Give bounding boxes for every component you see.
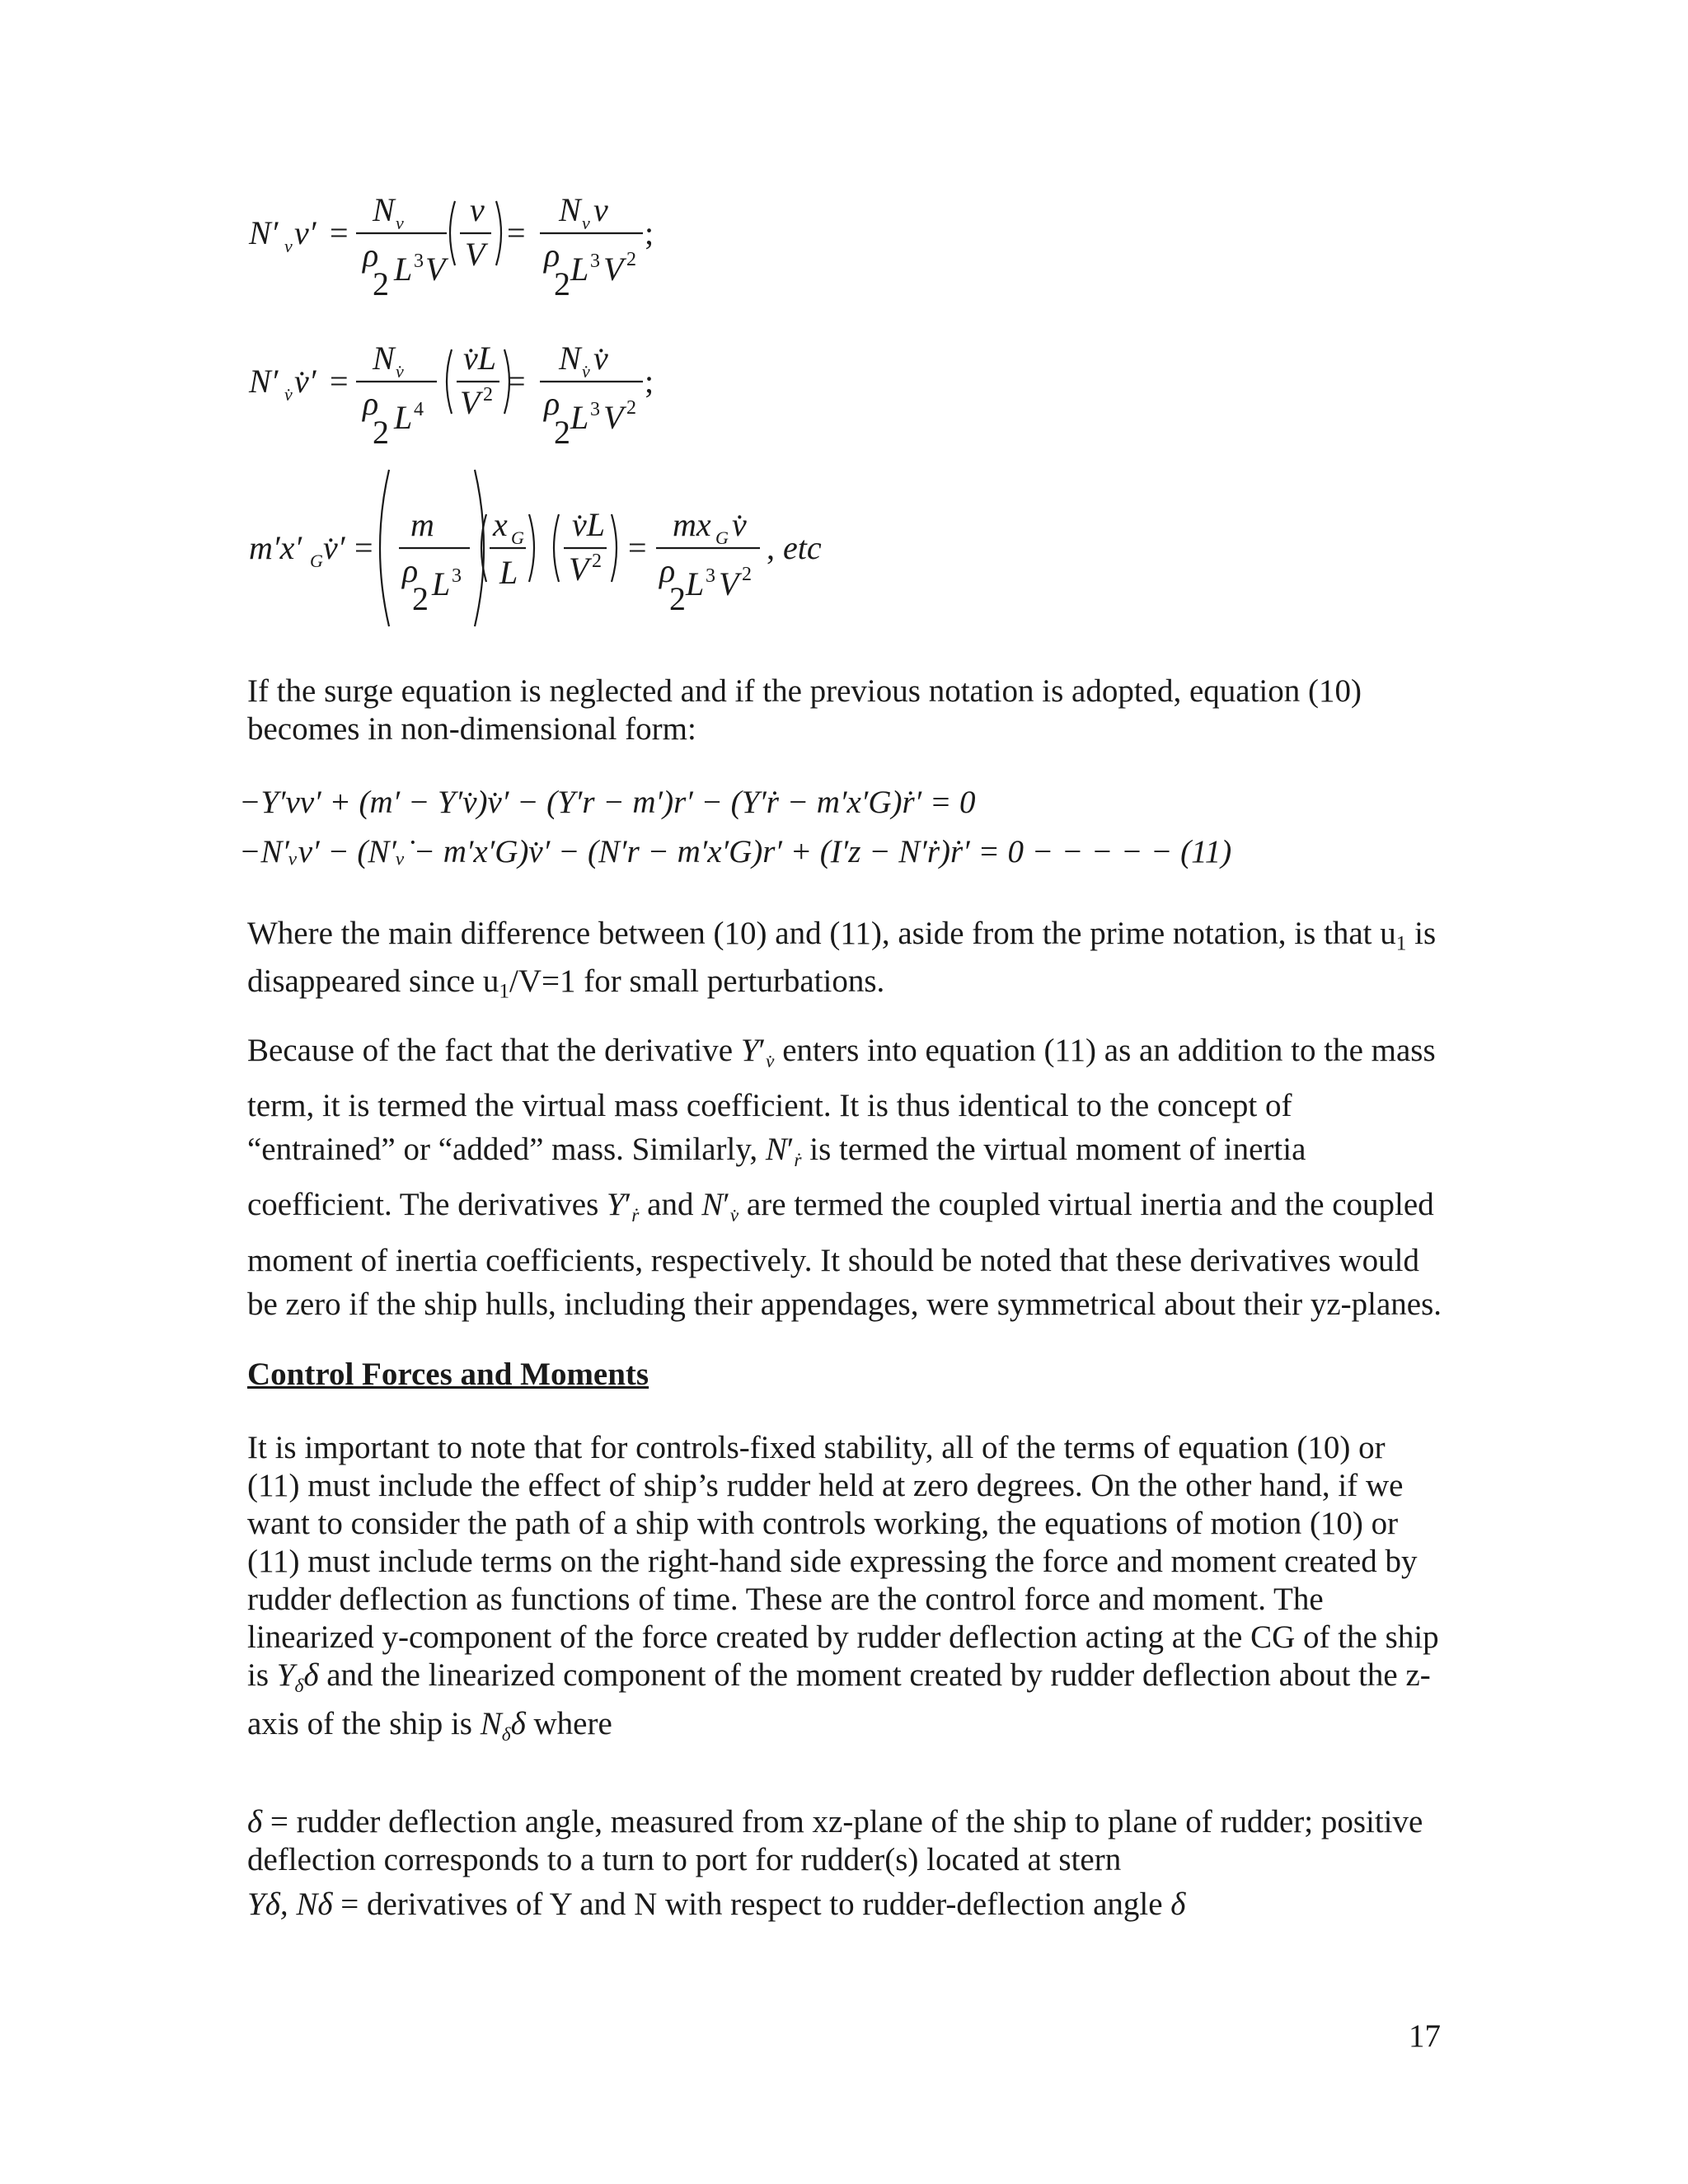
- svg-text:v̇L: v̇L: [463, 340, 496, 377]
- svg-text:v̇: v̇: [284, 384, 293, 405]
- svg-text:L: L: [394, 399, 413, 436]
- svg-text:x: x: [493, 506, 508, 543]
- svg-text:3: 3: [590, 251, 600, 272]
- svg-text:m: m: [410, 506, 434, 543]
- svg-text:m′x′: m′x′: [249, 529, 302, 566]
- svg-text:V: V: [425, 251, 446, 288]
- svg-text:ρ: ρ: [544, 237, 560, 274]
- svg-text:2: 2: [626, 397, 636, 419]
- svg-text:V: V: [465, 236, 485, 273]
- paragraph-virtual-mass: Because of the fact that the derivative $Y'_{v̇}$ enters into equation (11) as an addition to the mass term, it is termed the virtual mass coefficient. It is thus identical to the concept of “entrained” or “added” mass. Similarly, $N'_ṙ$ is termed the virtual moment of inertia coefficient. The derivatives $Y'_ṙ$ and $N'_{v̇}$ are termed the coupled virtual inertia and the coupled moment of inertia coefficients, respectively. It should be noted that these derivatives would be zero if the ship hulls, including their appendages, were symmetrical about their yz-planes.: [247, 1033, 1442, 1322]
- svg-text:v: v: [593, 191, 608, 228]
- symbol-N-delta-delta: $N_\delta\delta$: [480, 1706, 526, 1746]
- svg-text:4: 4: [414, 399, 424, 420]
- svg-text:N′: N′: [249, 214, 279, 251]
- svg-text:2: 2: [554, 414, 570, 451]
- svg-text:=: =: [507, 363, 526, 400]
- equation-11: [239, 778, 1231, 877]
- symbol-N-prime-vdot: $N'_{v̇}$: [701, 1187, 739, 1227]
- svg-text:L: L: [570, 251, 589, 288]
- svg-text:L: L: [394, 251, 413, 288]
- svg-text:v: v: [470, 191, 485, 228]
- svg-text:v′: v′: [294, 214, 316, 251]
- svg-text:mx: mx: [673, 506, 711, 543]
- svg-text:N: N: [559, 191, 581, 228]
- paragraph-control-forces: It is important to note that for controls-fixed stability, all of the terms of equation (10) or (11) must include the effect of ship’s rudder held at zero degrees. On the other hand, if we want to consider the path of a ship with controls working, the equations of motion (10) or (11) must include terms on the right-hand side expressing the force and moment created by rudder deflection as functions of time. These are the control force and moment. The linearized y-component of the force created by rudder deflection acting at the CG of the ship is $Y_\delta\delta$ and the linearized component of the moment created by rudder deflection about the z-axis of the ship is $N_\delta\delta$ where: [247, 1430, 1439, 1746]
- svg-text:2: 2: [592, 551, 602, 572]
- svg-text:N: N: [373, 340, 395, 377]
- equation-block-nondimensional: [231, 190, 890, 651]
- svg-text:v̇′: v̇′: [294, 363, 316, 400]
- section-heading-control-forces: Control Forces and Moments: [247, 1357, 649, 1392]
- svg-text:N′: N′: [249, 363, 279, 400]
- svg-text:2: 2: [373, 414, 389, 451]
- svg-text:2: 2: [412, 580, 429, 617]
- svg-text:N: N: [559, 340, 581, 377]
- svg-text:v̇L: v̇L: [572, 506, 605, 543]
- definition-delta: δ = rudder deflection angle, measured from xz-plane of the ship to plane of rudder; positive deflection corresponds to a turn to port for rudder(s) located at stern: [247, 1804, 1423, 1877]
- svg-text:;: ;: [645, 214, 654, 251]
- svg-text:v̇: v̇: [593, 340, 608, 377]
- equation-11-line-1: −Y′vv′ + (m′ − Y′v̇)v̇′ − (Y′r − m′)r′ − (Y′ṙ − m′x′G)ṙ′ = 0: [239, 785, 976, 820]
- svg-text:etc: etc: [783, 529, 822, 566]
- page-number: 17: [1409, 2018, 1441, 2054]
- paragraph-main-difference: Where the main difference between (10) and (11), aside from the prime notation, is that $u_1$ is disappeared since $u_1/V=1$ for small perturbations.: [247, 916, 1437, 1003]
- svg-text:v̇′: v̇′: [323, 529, 345, 566]
- svg-text:=: =: [507, 214, 526, 251]
- svg-text:=: =: [354, 529, 373, 566]
- svg-text:ρ: ρ: [363, 385, 379, 422]
- svg-text:L: L: [570, 399, 589, 436]
- svg-text:2: 2: [554, 265, 570, 302]
- svg-text:L: L: [432, 565, 451, 602]
- svg-text:=: =: [330, 363, 349, 400]
- svg-text:3: 3: [414, 251, 424, 272]
- svg-text:ρ: ρ: [402, 552, 419, 589]
- svg-text:=: =: [628, 529, 647, 566]
- svg-text:v̇: v̇: [582, 361, 590, 382]
- equation-11-line-2: −N′ᵥv′ − (N′ᵥ̇ − m′x′G)v̇′ − (N′r − m′x′G)r′ + (I′z − N′ṙ)ṙ′ = 0 − − − − − (11): [239, 834, 1232, 869]
- svg-text:v̇: v̇: [732, 506, 747, 543]
- svg-text:v: v: [396, 213, 404, 233]
- svg-text:V: V: [603, 399, 624, 436]
- svg-text:2: 2: [626, 249, 636, 270]
- symbol-Y-prime-vdot: $Y'_{v̇}$: [740, 1033, 775, 1073]
- svg-text:G: G: [310, 551, 323, 571]
- symbol-N-prime-rdot: $N'_ṙ$: [765, 1132, 802, 1172]
- svg-text:v: v: [284, 236, 293, 256]
- svg-text:ρ: ρ: [544, 385, 560, 422]
- svg-text:=: =: [330, 214, 349, 251]
- svg-text:2: 2: [483, 384, 493, 405]
- svg-text:V: V: [603, 251, 624, 288]
- svg-text:,: ,: [767, 529, 775, 566]
- svg-text:ρ: ρ: [659, 552, 676, 589]
- svg-text:L: L: [499, 554, 518, 591]
- svg-text:2: 2: [742, 564, 752, 585]
- svg-text:2: 2: [669, 580, 686, 617]
- paragraph-surge-neglected: If the surge equation is neglected and if the previous notation is adopted, equation (10) becomes in non-dimensional form:: [247, 673, 1362, 747]
- svg-text:N: N: [373, 191, 395, 228]
- symbol-Y-delta-delta: $Y_\delta\delta$: [276, 1657, 319, 1698]
- svg-text:3: 3: [706, 565, 715, 587]
- svg-text:V: V: [569, 551, 589, 588]
- svg-text:v: v: [582, 213, 590, 233]
- svg-text:ρ: ρ: [363, 237, 379, 274]
- svg-text:V: V: [460, 384, 481, 421]
- definition-Y-N-delta: Yδ, Nδ = derivatives of Y and N with respect to rudder-deflection angle δ: [247, 1886, 1186, 1922]
- svg-text:3: 3: [590, 399, 600, 420]
- svg-text:L: L: [686, 565, 705, 602]
- symbol-Y-prime-rdot: $Y'_ṙ$: [607, 1187, 640, 1227]
- svg-text:v̇: v̇: [396, 361, 404, 382]
- svg-text:V: V: [719, 565, 739, 602]
- svg-text:;: ;: [645, 363, 654, 400]
- svg-text:G: G: [511, 527, 524, 548]
- svg-text:3: 3: [452, 565, 462, 587]
- svg-text:G: G: [715, 527, 729, 548]
- svg-text:2: 2: [373, 265, 389, 302]
